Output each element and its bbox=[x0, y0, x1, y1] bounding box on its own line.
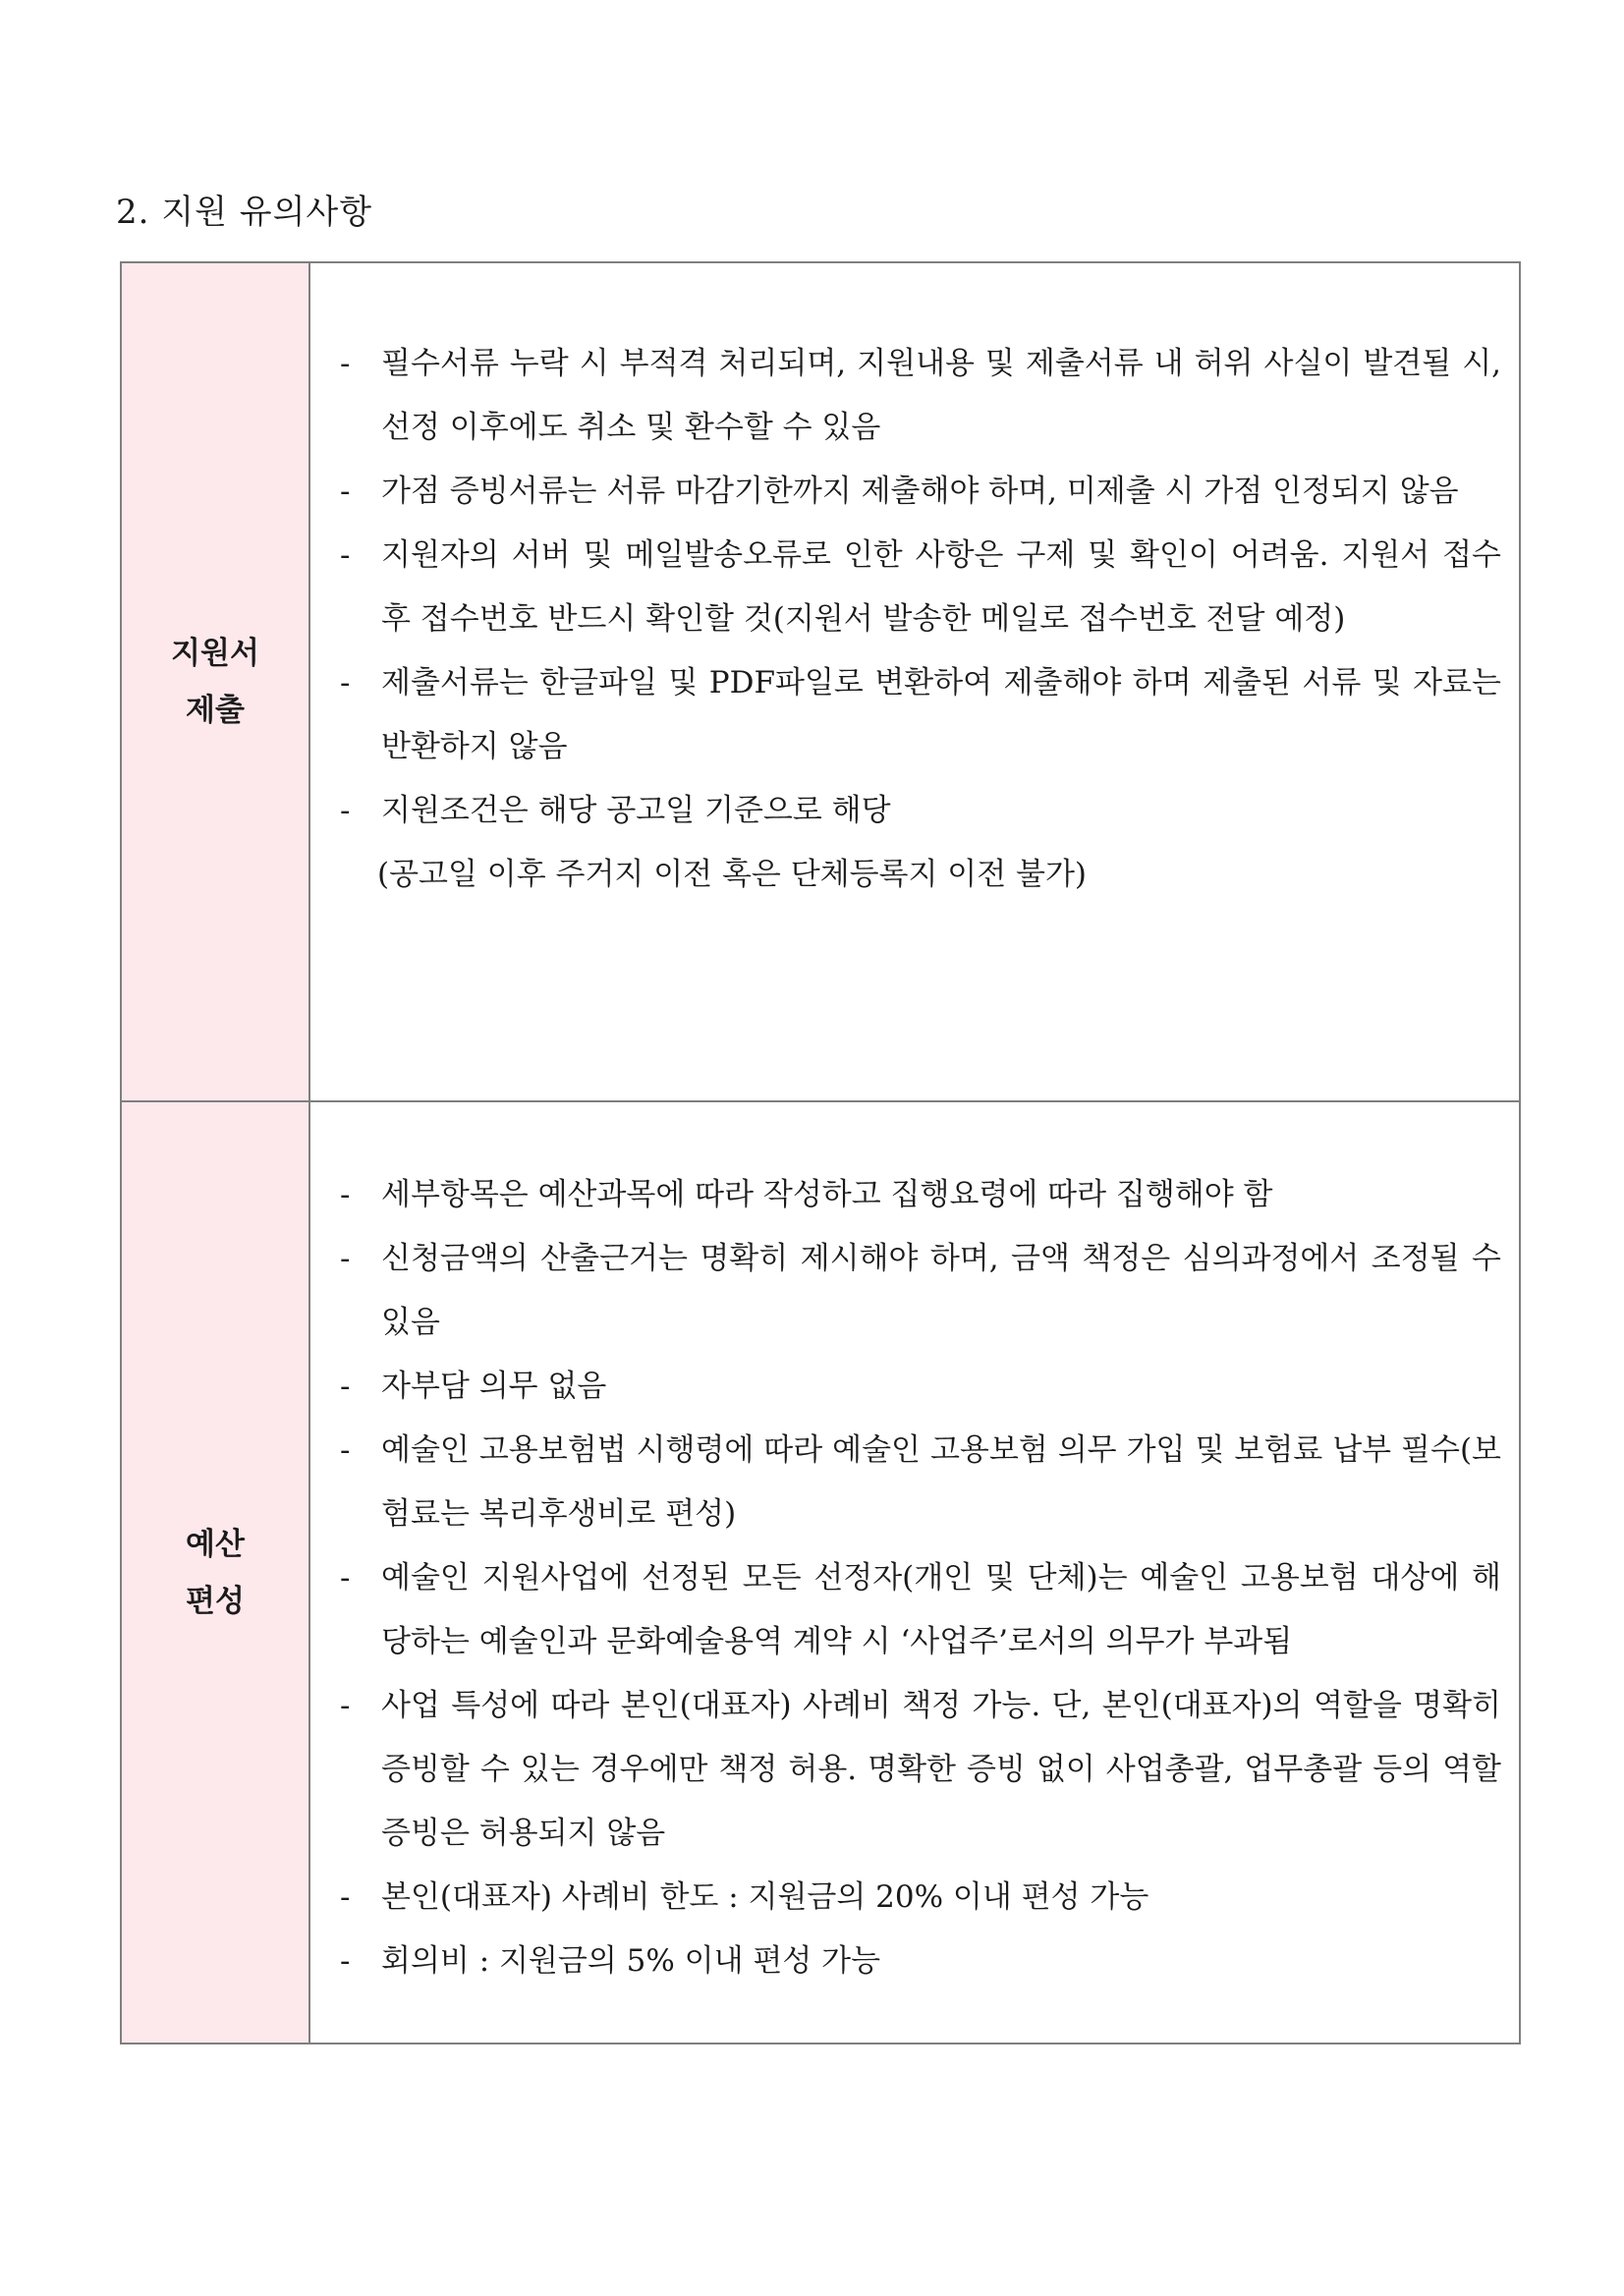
list-item-text: 자부담 의무 없음 bbox=[381, 1369, 607, 1404]
section-heading-cell bbox=[121, 262, 309, 1101]
list-item bbox=[340, 1930, 1501, 1993]
list-item-text: 제출서류는 한글파일 및 PDF파일로 변환하여 제출해야 하며 제출된 서류 및 자료는 반환하지 않음 bbox=[381, 665, 1501, 764]
notice-table bbox=[120, 261, 1521, 2044]
bullet-dash: - bbox=[340, 1688, 351, 1723]
list-item-text: 지원조건은 해당 공고일 기준으로 해당 bbox=[381, 793, 891, 828]
list-item-text: 사업 특성에 따라 본인(대표자) 사례비 책정 가능. 단, 본인(대표자)의 역할을 명확히 증빙할 수 있는 경우에만 책정 허용. 명확한 증빙 없이 사업총괄, 업무총괄 등의 역할증빙은 허용되지 않음 bbox=[381, 1688, 1501, 1851]
notes-list bbox=[340, 332, 1501, 843]
section-body-cell bbox=[309, 262, 1520, 1101]
sub-note: (공고일 이후 주거지 이전 혹은 단체등록지 이전 불가) bbox=[377, 857, 1088, 892]
section-row-application-submission bbox=[121, 262, 1520, 1101]
bullet-dash: - bbox=[340, 1369, 351, 1404]
list-item-text: 회의비 : 지원금의 5% 이내 편성 가능 bbox=[381, 1943, 881, 1979]
list-item-text: 지원자의 서버 및 메일발송오류로 인한 사항은 구제 및 확인이 어려움. 지원서 접수 후 접수번호 반드시 확인할 것(지원서 발송한 메일로 접수번호 전달 예정) bbox=[381, 537, 1501, 637]
bullet-dash: - bbox=[340, 1241, 351, 1276]
list-item bbox=[340, 779, 1501, 843]
list-item bbox=[340, 524, 1501, 651]
list-item bbox=[340, 1419, 1501, 1546]
bullet-dash: - bbox=[340, 1560, 351, 1596]
bullet-dash: - bbox=[340, 1943, 351, 1979]
list-item bbox=[340, 1866, 1501, 1930]
list-item-text: 예술인 지원사업에 선정된 모든 선정자(개인 및 단체)는 예술인 고용보험 대상에 해당하는 예술인과 문화예술용역 계약 시 ‘사업주’로서의 의무가 부과됨 bbox=[381, 1560, 1501, 1659]
list-item-text: 예술인 고용보험법 시행령에 따라 예술인 고용보험 의무 가입 및 보험료 납부 필수(보험료는 복리후생비로 편성) bbox=[381, 1432, 1501, 1532]
list-item bbox=[340, 1546, 1501, 1674]
list-item-text: 신청금액의 산출근거는 명확히 제시해야 하며, 금액 책정은 심의과정에서 조정될 수 있음 bbox=[381, 1241, 1501, 1340]
page-title: 2. 지원 유의사항 bbox=[116, 193, 373, 232]
bullet-dash: - bbox=[340, 1879, 351, 1915]
section-heading-cell bbox=[121, 1101, 309, 2044]
bullet-dash: - bbox=[340, 537, 351, 573]
list-item bbox=[340, 460, 1501, 524]
list-item bbox=[340, 332, 1501, 460]
list-item-text: 필수서류 누락 시 부적격 처리되며, 지원내용 및 제출서류 내 허위 사실이 발견될 시, 선정 이후에도 취소 및 환수할 수 있음 bbox=[381, 346, 1501, 445]
bullet-dash: - bbox=[340, 665, 351, 700]
section-heading-line: 예산 bbox=[186, 1526, 245, 1562]
bullet-dash: - bbox=[340, 474, 351, 509]
section-row-budget-planning bbox=[121, 1101, 1520, 2044]
notes-list bbox=[340, 1163, 1501, 1993]
list-item-text: 세부항목은 예산과목에 따라 작성하고 집행요령에 따라 집행해야 함 bbox=[381, 1177, 1273, 1212]
list-item-text: 가점 증빙서류는 서류 마감기한까지 제출해야 하며, 미제출 시 가점 인정되지 않음 bbox=[381, 474, 1459, 509]
bullet-dash: - bbox=[340, 1432, 351, 1468]
list-item bbox=[340, 1163, 1501, 1227]
section-heading-line: 제출 bbox=[186, 693, 245, 728]
section-heading-line: 편성 bbox=[186, 1583, 245, 1619]
section-heading-line: 지원서 bbox=[171, 636, 259, 671]
bullet-dash: - bbox=[340, 793, 351, 828]
list-item bbox=[340, 1227, 1501, 1355]
list-item-text: 본인(대표자) 사례비 한도 : 지원금의 20% 이내 편성 가능 bbox=[381, 1879, 1149, 1915]
list-item bbox=[340, 1674, 1501, 1866]
section-body-cell bbox=[309, 1101, 1520, 2044]
bullet-dash: - bbox=[340, 1177, 351, 1212]
list-item bbox=[340, 651, 1501, 779]
bullet-dash: - bbox=[340, 346, 351, 381]
list-item bbox=[340, 1355, 1501, 1419]
